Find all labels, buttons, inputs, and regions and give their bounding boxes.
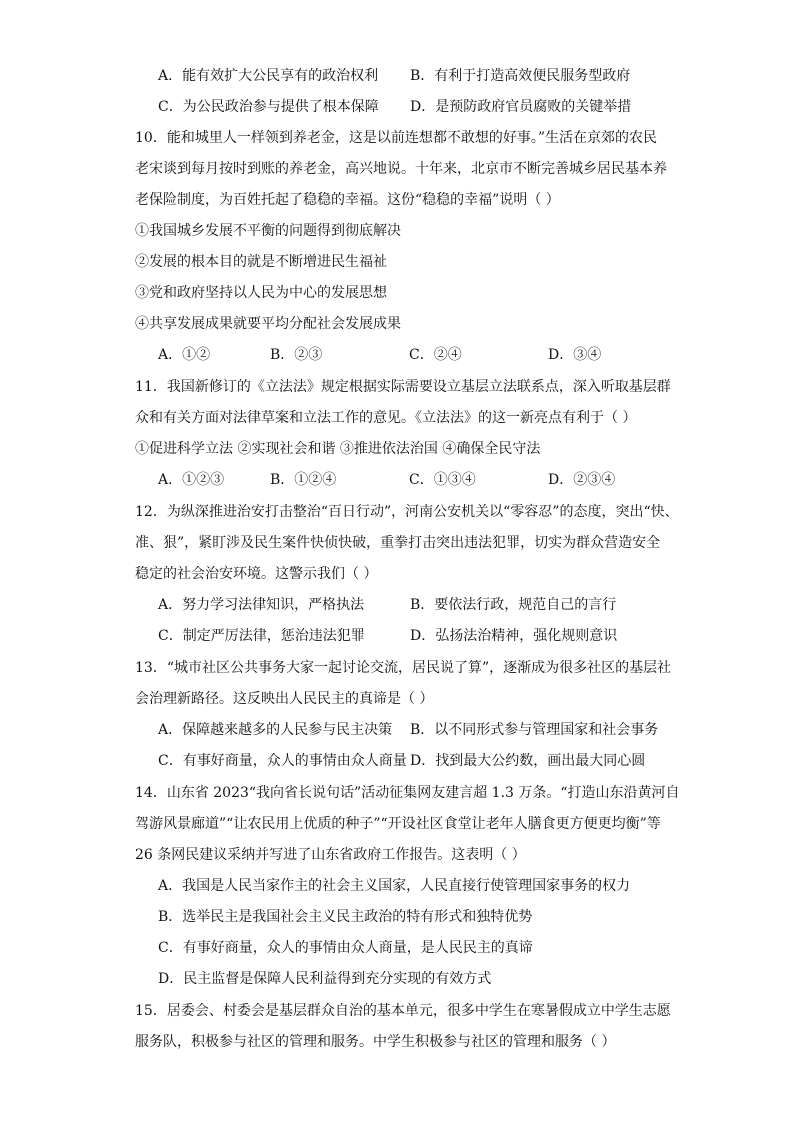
option-a: A．①②	[158, 347, 211, 363]
option-d: D．弘扬法治精神，强化规则意识	[410, 628, 618, 644]
option-d: D．③④	[548, 347, 602, 363]
option-c: C．有事好商量，众人的事情由众人商量	[158, 753, 407, 769]
option-c: C．为公民政治参与提供了根本保障	[158, 99, 379, 115]
option-a: A．努力学习法律知识，严格执法	[158, 597, 365, 613]
option-row	[158, 751, 645, 771]
option-b: B．有利于打造高效便民服务型政府	[410, 68, 631, 84]
option-b: B．要依法行政，规范自己的言行	[410, 597, 617, 613]
option-c: C．①③④	[409, 472, 476, 488]
question-15-stem: 15．居委会、村委会是基层群众自治的基本单元，很多中学生在寒暑假成立中学生志愿	[135, 1003, 671, 1019]
option-row	[158, 470, 615, 490]
option-d: D．民主监督是保障人民利益得到充分实现的有效方式	[158, 971, 492, 987]
question-14-stem: 驾游风景廊道”“让农民用上优质的种子”“开设社区食堂让老年人膳食更方便更均衡”等	[135, 816, 661, 832]
question-14-stem: 26 条网民建议采纳并写进了山东省政府工作报告。这表明（ ）	[135, 847, 526, 863]
option-c: C．制定严厉法律，惩治违法犯罪	[158, 628, 365, 644]
statement-2: ②发展的根本目的就是不断增进民生福祉	[135, 254, 387, 270]
option-d: D．是预防政府官员腐败的关键举措	[410, 99, 632, 115]
question-11-stem: 11．我国新修订的《立法法》规定根据实际需要设立基层立法联系点，深入听取基层群	[135, 379, 671, 395]
question-13-stem: 13．“城市社区公共事务大家一起讨论交流，居民说了算”，逐渐成为很多社区的基层社	[135, 660, 672, 676]
question-10-stem: 老宋谈到每月按时到账的养老金，高兴地说。十年来，北京市不断完善城乡居民基本养	[135, 161, 667, 177]
option-d: D．②③④	[548, 472, 616, 488]
option-b: B．选举民主是我国社会主义民主政治的特有形式和独特优势	[158, 909, 533, 925]
option-row	[158, 626, 617, 646]
option-a: A．我国是人民当家作主的社会主义国家，人民直接行使管理国家事务的权力	[158, 878, 631, 894]
option-row	[158, 345, 601, 365]
question-11-stem: 众和有关方面对法律草案和立法工作的意见。《立法法》的这一新亮点有利于（ ）	[135, 410, 637, 426]
option-row	[158, 66, 630, 86]
option-row	[158, 97, 631, 117]
option-c: C．有事好商量，众人的事情由众人商量，是人民民主的真谛	[158, 940, 533, 956]
statement-4: ④共享发展成果就要平均分配社会发展成果	[135, 316, 401, 332]
question-14-stem: 14．山东省 2023“我向省长说句话”活动征集网友建言超 1.3 万条。“打造山东沿黄河自	[135, 785, 680, 801]
option-a: A．保障越来越多的人民参与民主决策	[158, 722, 393, 738]
option-row	[158, 595, 616, 615]
statements: ①促进科学立法 ②实现社会和谐 ③推进依法治国 ④确保全民守法	[135, 441, 541, 457]
question-10-stem: 10．能和城里人一样领到养老金，这是以前连想都不敢想的好事。”生活在京郊的农民	[135, 130, 657, 146]
option-d: D．找到最大公约数，画出最大同心圆	[410, 753, 646, 769]
question-15-stem: 服务队，积极参与社区的管理和服务。中学生积极参与社区的管理和服务（ ）	[135, 1034, 616, 1050]
option-a: A．①②③	[158, 472, 225, 488]
option-b: B．②③	[270, 347, 323, 363]
question-12-stem: 12．为纵深推进治安打击整治“百日行动”，河南公安机关以“零容忍”的态度，突出“快、	[135, 504, 679, 520]
option-row	[158, 720, 658, 740]
question-10-stem: 老保险制度，为百姓托起了稳稳的幸福。这份“稳稳的幸福”说明（ ）	[135, 192, 560, 208]
option-b: B．以不同形式参与管理国家和社会事务	[410, 722, 659, 738]
question-13-stem: 会治理新路径。这反映出人民民主的真谛是（ ）	[135, 691, 434, 707]
question-12-stem: 准、狠”，紧盯涉及民生案件快侦快破，重拳打击突出违法犯罪，切实为群众营造安全	[135, 535, 661, 551]
statement-1: ①我国城乡发展不平衡的问题得到彻底解决	[135, 223, 401, 239]
question-12-stem: 稳定的社会治安环境。这警示我们（ ）	[135, 566, 378, 582]
statement-3: ③党和政府坚持以人民为中心的发展思想	[135, 285, 387, 301]
option-c: C．②④	[409, 347, 462, 363]
option-a: A．能有效扩大公民享有的政治权利	[158, 68, 379, 84]
option-b: B．①②④	[270, 472, 337, 488]
